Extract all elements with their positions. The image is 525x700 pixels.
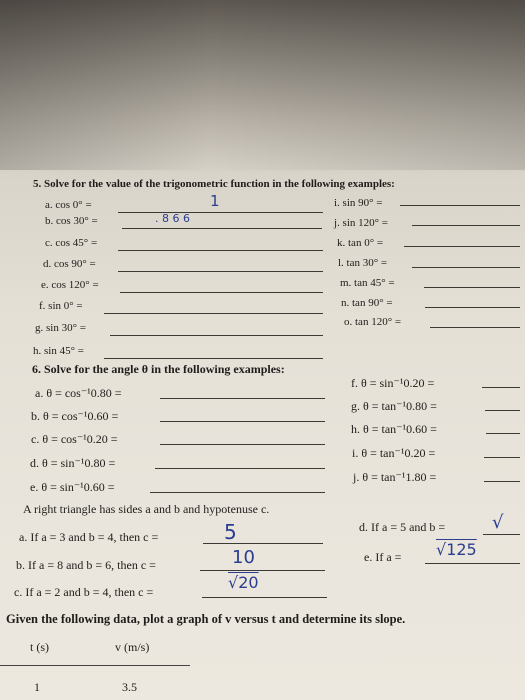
q5-d-line[interactable] <box>118 271 323 272</box>
q6-b-line[interactable] <box>160 421 325 422</box>
q5-n-label: n. tan 90° = <box>341 297 393 309</box>
q5-i-label: i. sin 90° = <box>334 197 383 209</box>
q7-e-label: e. If a = <box>364 550 402 564</box>
q5-c-line[interactable] <box>118 250 323 251</box>
q5-a-label: a. cos 0° = <box>45 199 92 211</box>
q5-heading: 5. Solve for the value of the trigonometric function in the following examples: <box>33 178 395 190</box>
q7-heading: A right triangle has sides a and b and hypotenuse c. <box>23 502 270 516</box>
q5-g-line[interactable] <box>110 335 323 336</box>
q5-b-answer: . 8 6 6 <box>155 212 190 225</box>
table-cell-v-1: 3.5 <box>122 680 137 694</box>
table-cell-t-1: 1 <box>34 680 40 694</box>
q5-h-line[interactable] <box>104 358 323 359</box>
table-header-rule <box>0 665 190 666</box>
q6-a-label: a. θ = cos⁻¹0.80 = <box>35 386 122 400</box>
q5-f-line[interactable] <box>104 313 323 314</box>
q5-b-line[interactable] <box>122 228 322 229</box>
q5-j-line[interactable] <box>412 225 520 226</box>
q7-c-answer: √20 <box>228 573 259 592</box>
q7-d-line[interactable] <box>483 534 520 535</box>
q6-i-label: i. θ = tan⁻¹0.20 = <box>352 446 436 460</box>
table-header-t: t (s) <box>30 640 49 654</box>
q7-d-label: d. If a = 5 and b = <box>359 520 446 534</box>
q5-f-label: f. sin 0° = <box>39 300 83 312</box>
q5-a-answer: 1 <box>210 192 220 210</box>
q6-j-label: j. θ = tan⁻¹1.80 = <box>353 470 437 484</box>
q5-i-line[interactable] <box>400 205 520 206</box>
q5-b-label: b. cos 30° = <box>45 215 98 227</box>
q5-o-label: o. tan 120° = <box>344 316 402 328</box>
q6-h-label: h. θ = tan⁻¹0.60 = <box>351 422 437 436</box>
q7-e-answer: √125 <box>436 540 477 559</box>
q8-heading: Given the following data, plot a graph of v versus t and determine its slope. <box>6 612 406 626</box>
q7-a-line[interactable] <box>203 543 323 544</box>
q7-a-answer: 5 <box>224 520 237 544</box>
q6-a-line[interactable] <box>160 398 325 399</box>
q5-k-line[interactable] <box>404 246 520 247</box>
q7-b-line[interactable] <box>200 570 325 571</box>
q6-g-label: g. θ = tan⁻¹0.80 = <box>351 399 437 413</box>
q5-l-line[interactable] <box>412 267 520 268</box>
q5-o-line[interactable] <box>430 327 520 328</box>
q5-e-line[interactable] <box>120 292 323 293</box>
q5-m-line[interactable] <box>424 287 520 288</box>
q7-e-line[interactable] <box>425 563 520 564</box>
q5-l-label: l. tan 30° = <box>338 257 388 269</box>
q6-c-label: c. θ = cos⁻¹0.20 = <box>31 432 118 446</box>
q6-b-label: b. θ = cos⁻¹0.60 = <box>31 409 119 423</box>
q6-heading: 6. Solve for the angle θ in the following examples: <box>32 362 285 376</box>
q5-n-line[interactable] <box>425 307 520 308</box>
page-shadow <box>0 0 525 170</box>
q6-j-line[interactable] <box>484 481 520 482</box>
q5-g-label: g. sin 30° = <box>35 322 86 334</box>
table-header-v: v (m/s) <box>115 640 150 654</box>
q7-b-answer: 10 <box>232 547 255 568</box>
q6-d-label: d. θ = sin⁻¹0.80 = <box>30 456 116 470</box>
q6-f-label: f. θ = sin⁻¹0.20 = <box>351 376 435 390</box>
q6-d-line[interactable] <box>155 468 325 469</box>
q5-e-label: e. cos 120° = <box>41 279 99 291</box>
q7-a-label: a. If a = 3 and b = 4, then c = <box>19 530 159 544</box>
q5-a-line[interactable] <box>118 212 323 213</box>
q6-g-line[interactable] <box>485 410 520 411</box>
q6-c-line[interactable] <box>160 444 325 445</box>
q5-j-label: j. sin 120° = <box>334 217 388 229</box>
q6-h-line[interactable] <box>486 433 520 434</box>
q7-d-answer: √ <box>492 512 504 533</box>
q6-f-line[interactable] <box>482 387 520 388</box>
q5-h-label: h. sin 45° = <box>33 345 84 357</box>
q6-e-label: e. θ = sin⁻¹0.60 = <box>30 480 115 494</box>
q6-e-line[interactable] <box>150 492 325 493</box>
q5-c-label: c. cos 45° = <box>45 237 98 249</box>
q5-m-label: m. tan 45° = <box>340 277 395 289</box>
q5-d-label: d. cos 90° = <box>43 258 96 270</box>
q6-i-line[interactable] <box>484 457 520 458</box>
q7-b-label: b. If a = 8 and b = 6, then c = <box>16 558 156 572</box>
q7-c-line[interactable] <box>202 597 327 598</box>
q7-c-label: c. If a = 2 and b = 4, then c = <box>14 585 154 599</box>
q5-k-label: k. tan 0° = <box>337 237 384 249</box>
